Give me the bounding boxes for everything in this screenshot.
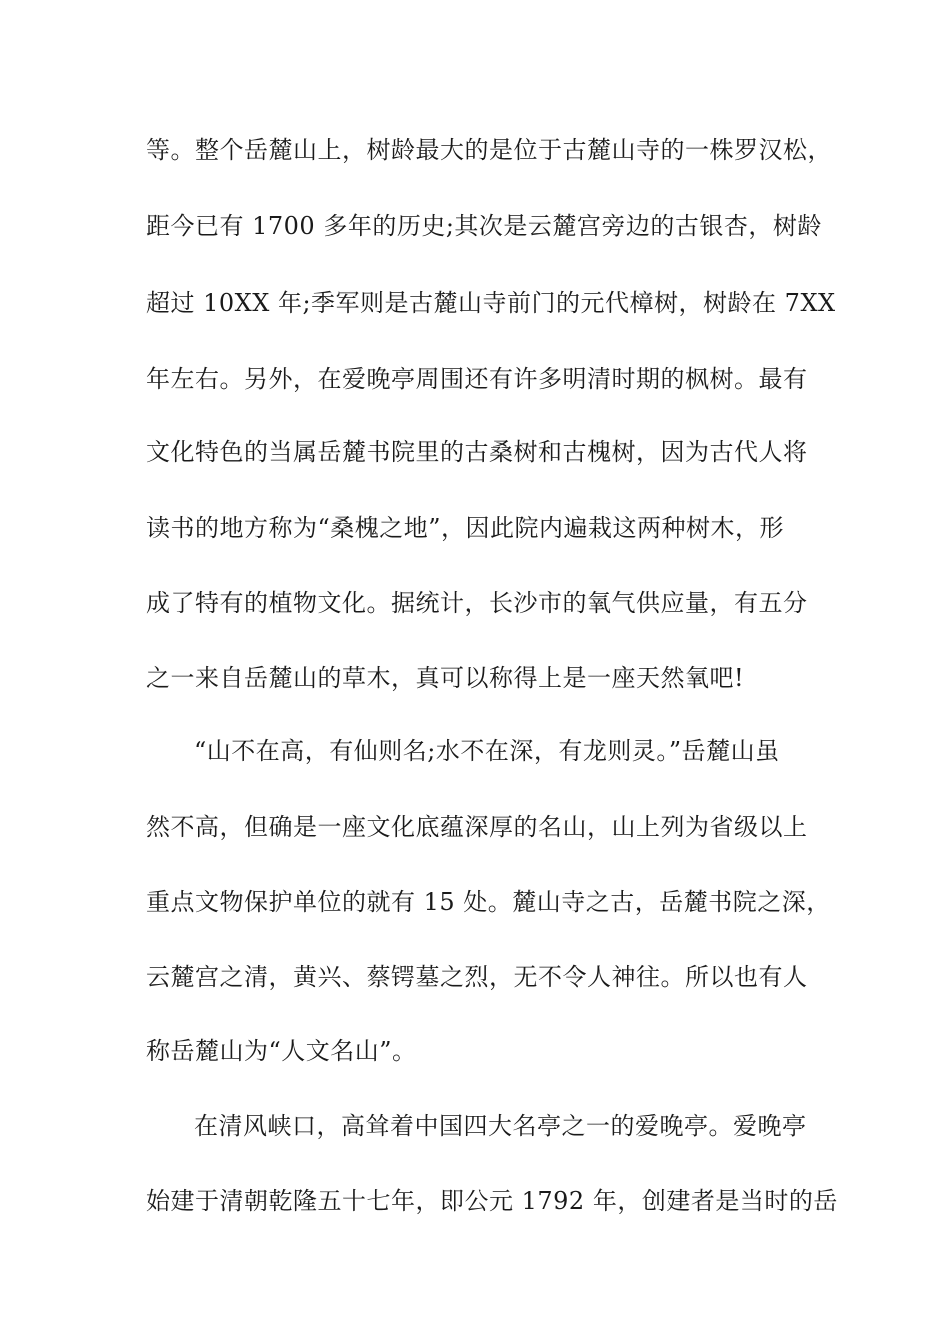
paragraph-start-line: “山不在高，有仙则名;水不在深，有龙则灵。”岳麓山虽 xyxy=(194,737,780,765)
text-line: 等。整个岳麓山上，树龄最大的是位于古麓山寺的一株罗汉松， xyxy=(146,136,832,164)
text-line: 读书的地方称为“桑槐之地”，因此院内遍栽这两种树木，形 xyxy=(146,514,785,542)
text-line: 然不高，但确是一座文化底蕴深厚的名山，山上列为省级以上 xyxy=(146,813,808,841)
text-line: 年左右。另外，在爱晚亭周围还有许多明清时期的枫树。最有 xyxy=(146,365,808,393)
text-line: 超过 10XX 年;季军则是古麓山寺前门的元代樟树，树龄在 7XX xyxy=(146,289,836,317)
text-line: 云麓宫之清，黄兴、蔡锷墓之烈，无不令人神往。所以也有人 xyxy=(146,963,808,991)
text-line: 文化特色的当属岳麓书院里的古桑树和古槐树，因为古代人将 xyxy=(146,438,808,466)
text-line: 距今已有 1700 多年的历史;其次是云麓宫旁边的古银杏，树龄 xyxy=(146,212,822,240)
text-line: 称岳麓山为“人文名山”。 xyxy=(146,1037,417,1065)
text-line: 始建于清朝乾隆五十七年，即公元 1792 年，创建者是当时的岳 xyxy=(146,1187,838,1215)
paragraph-start-line: 在清风峡口，高耸着中国四大名亭之一的爱晚亭。爱晚亭 xyxy=(194,1112,807,1140)
text-line: 之一来自岳麓山的草木，真可以称得上是一座天然氧吧! xyxy=(146,664,745,692)
text-line: 成了特有的植物文化。据统计，长沙市的氧气供应量，有五分 xyxy=(146,589,808,617)
text-line: 重点文物保护单位的就有 15 处。麓山寺之古，岳麓书院之深， xyxy=(146,888,831,916)
